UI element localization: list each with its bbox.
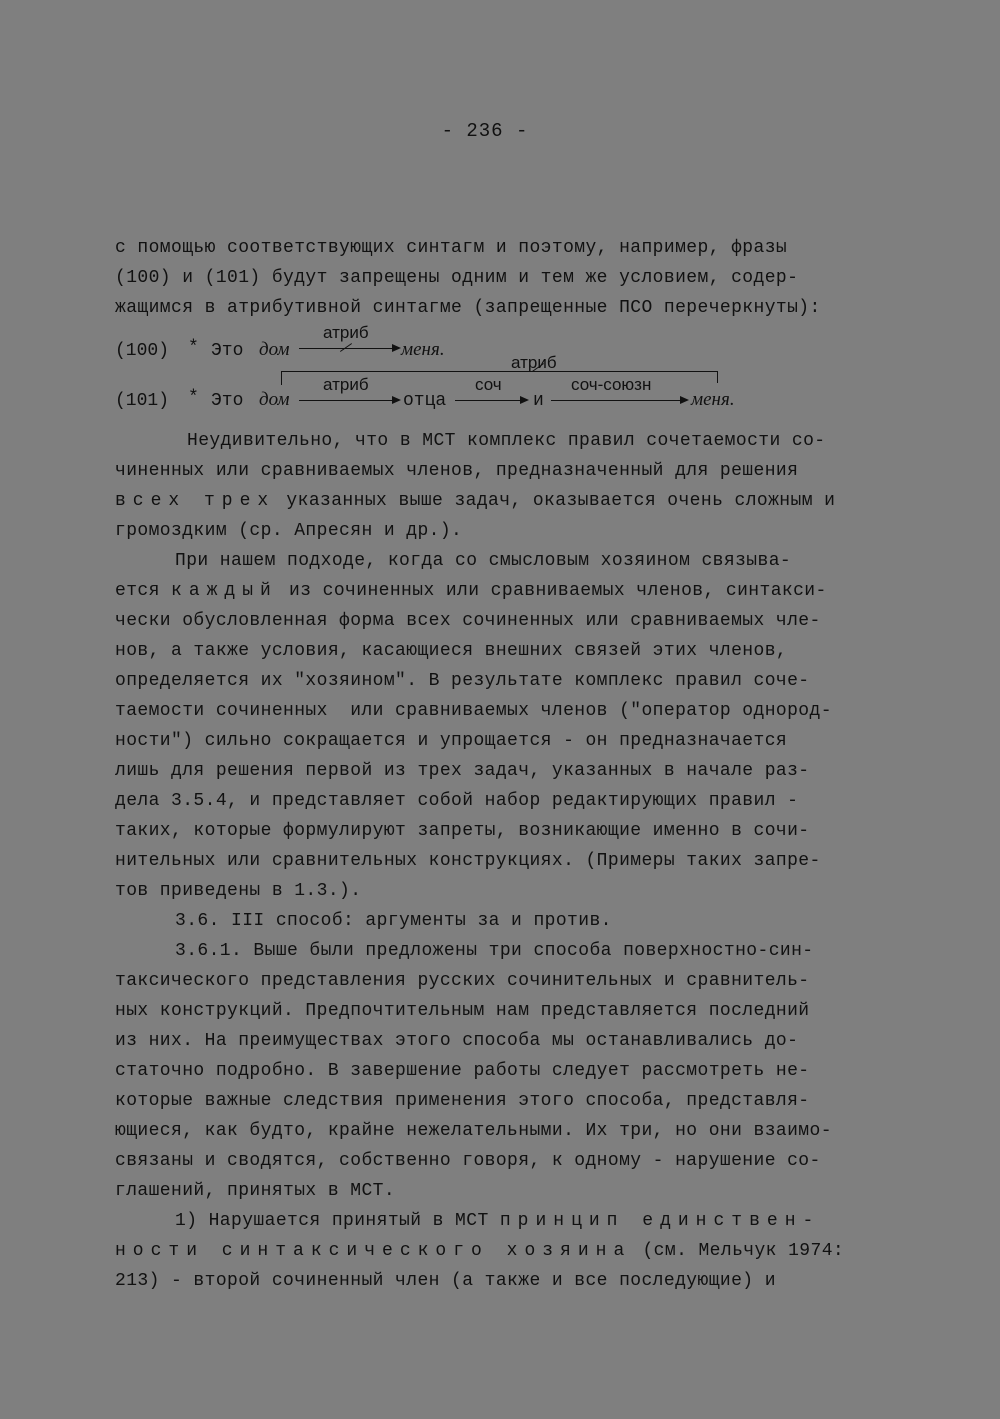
relation-label: атриб — [511, 353, 557, 372]
spaced-emphasis: ности синтаксического хозяина — [115, 1241, 632, 1261]
text-line — [115, 576, 895, 606]
example-word: Это — [211, 391, 244, 411]
text-line — [115, 1236, 895, 1266]
text-line: При нашем подходе, когда со смысловым хозяином связыва- — [175, 551, 792, 571]
example-word: Это — [211, 341, 244, 361]
text-line: 3.6.1. Выше были предложены три способа поверхностно-син- — [175, 941, 814, 961]
text-line: с помощью соответствующих синтагм и поэтому, например, фразы — [115, 238, 788, 258]
relation-label: соч — [475, 375, 502, 394]
text-line: 213) - второй сочиненный член (а также и все последующие) и — [115, 1271, 776, 1291]
text-line: таемости сочиненных или сравниваемых членов ("оператор однород- — [115, 701, 832, 721]
example-number: (100) — [115, 341, 170, 361]
example-word: меня. — [691, 389, 735, 410]
section-heading: 3.6. III способ: аргументы за и против. — [175, 911, 612, 931]
text-segment: указанных выше задач, оказывается очень сложным и — [275, 491, 836, 511]
arc-top — [281, 371, 718, 372]
spaced-emphasis: принцип единствен- — [499, 1211, 821, 1231]
example-number: (101) — [115, 391, 170, 411]
dependency-arrow — [299, 400, 399, 401]
dependency-arrow — [299, 348, 399, 349]
dependency-arrow — [455, 400, 527, 401]
example-word: и — [533, 391, 544, 411]
text-segment: 1) Нарушается принятый в МСТ — [175, 1211, 500, 1231]
spaced-emphasis: всех трех — [115, 491, 276, 511]
text-line — [115, 486, 895, 516]
example-star: * — [188, 388, 199, 408]
example-word: отца — [403, 391, 447, 411]
text-line: тов приведены в 1.3.). — [115, 881, 362, 901]
arc-right — [717, 371, 718, 383]
text-segment: из сочиненных или сравниваемых членов, синтакси- — [277, 581, 827, 601]
text-segment: (см. Мельчук 1974: — [631, 1241, 845, 1261]
page-body — [115, 233, 895, 1296]
text-line: статочно подробно. В завершение работы следует рассмотреть не- — [115, 1061, 810, 1081]
text-line: которые важные следствия применения этого способа, представля- — [115, 1091, 810, 1111]
example-star: * — [188, 338, 199, 358]
text-line: Неудивительно, что в МСТ комплекс правил сочетаемости со- — [187, 431, 826, 451]
text-line: дела 3.5.4, и представляет собой набор редактирующих правил - — [115, 791, 799, 811]
dependency-arrow — [551, 400, 687, 401]
text-line: нов, а также условия, касающиеся внешних связей этих членов, — [115, 641, 788, 661]
text-line: ности") сильно сокращается и упрощается - он предназначается — [115, 731, 788, 751]
example-word: дом — [259, 339, 290, 360]
text-line: таких, которые формулируют запреты, возникающие именно в сочи- — [115, 821, 810, 841]
example-word: дом — [259, 389, 290, 410]
example-word: меня. — [401, 339, 445, 360]
text-line: чески обусловленная форма всех сочиненных или сравниваемых чле- — [115, 611, 821, 631]
text-line: лишь для решения первой из трех задач, указанных в начале раз- — [115, 761, 810, 781]
text-line: связаны и сводятся, собственно говоря, к одному - нарушение со- — [115, 1151, 821, 1171]
text-line: ных конструкций. Предпочтительным нам представляется последний — [115, 1001, 810, 1021]
text-line: ющиеся, как будто, крайне нежелательными. Их три, но они взаимо- — [115, 1121, 832, 1141]
text-line: чиненных или сравниваемых членов, предназначенный для решения — [115, 461, 799, 481]
arc-left — [281, 371, 282, 385]
text-line: нительных или сравнительных конструкциях. (Примеры таких запре- — [115, 851, 821, 871]
text-line: из них. На преимуществах этого способа мы останавливались до- — [115, 1031, 799, 1051]
relation-label: атриб — [323, 323, 369, 342]
page-number: - 236 - — [441, 120, 529, 142]
text-line: глашений, принятых в МСТ. — [115, 1181, 396, 1201]
text-line: громоздким (ср. Апресян и др.). — [115, 521, 463, 541]
text-segment: ется — [115, 581, 172, 601]
text-line: таксического представления русских сочинительных и сравнитель- — [115, 971, 810, 991]
relation-label: атриб — [323, 375, 369, 394]
text-line: определяется их "хозяином". В результате комплекс правил соче- — [115, 671, 810, 691]
text-line — [115, 1206, 895, 1236]
example-101 — [115, 353, 895, 423]
spaced-emphasis: каждый — [171, 581, 278, 601]
text-line: жащимся в атрибутивной синтагме (запрещенные ПСО перечеркнуты): — [115, 298, 821, 318]
example-100 — [115, 323, 895, 373]
relation-label: соч-союзн — [571, 375, 652, 394]
text-line: (100) и (101) будут запрещены одним и тем же условием, содер- — [115, 268, 799, 288]
